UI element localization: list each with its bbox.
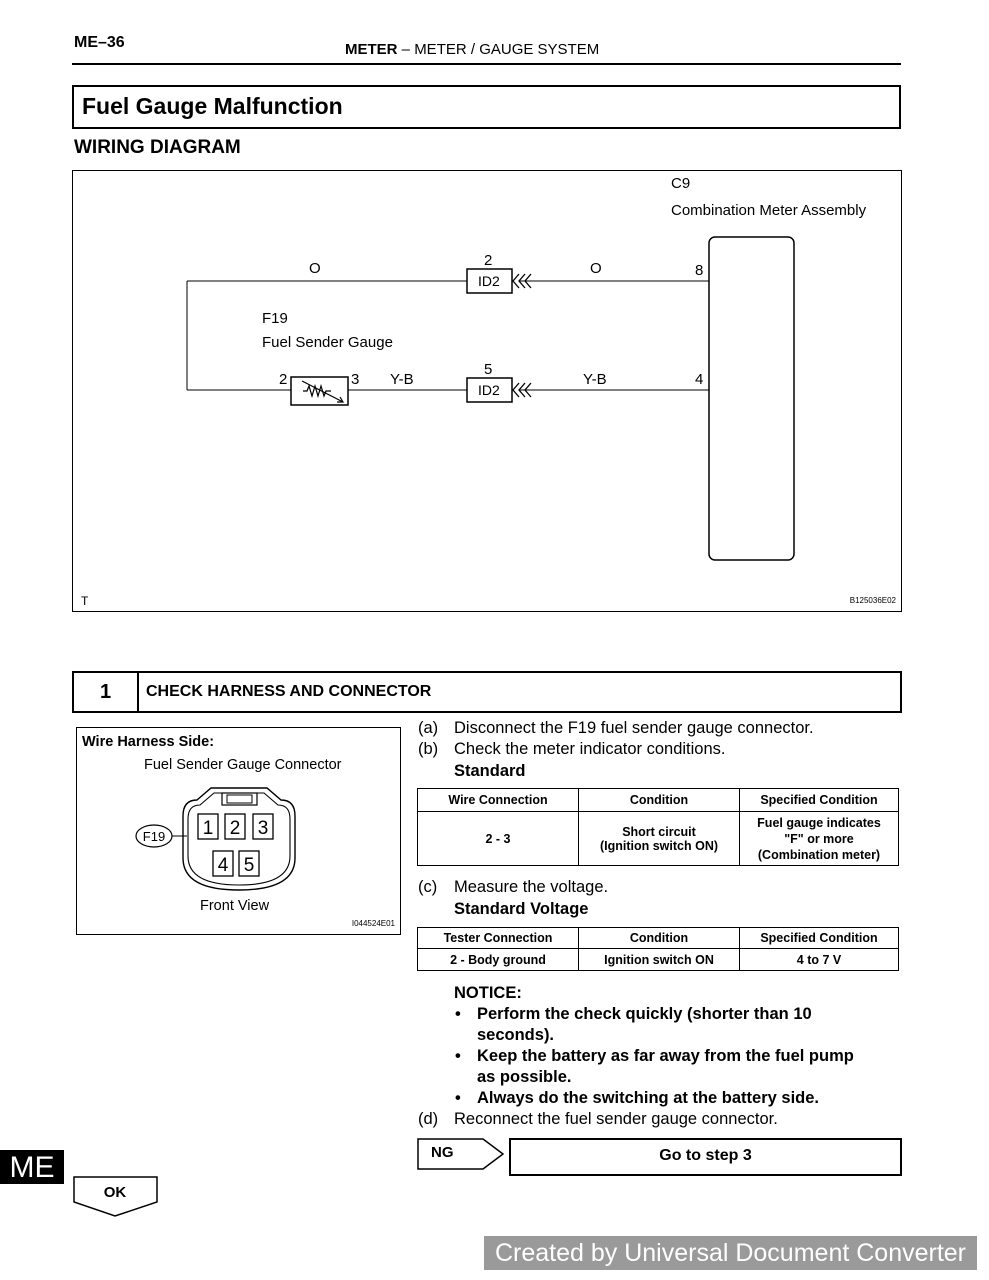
notice-2-line2: as possible.: [477, 1068, 572, 1086]
table1-header-2: Condition: [579, 789, 740, 812]
table1-spec-line3: (Combination meter): [757, 847, 881, 862]
connector-code: F19: [142, 829, 166, 844]
table2-header-3: Specified Condition: [740, 928, 899, 949]
standard-table: [417, 788, 899, 866]
step-number: 1: [74, 673, 139, 711]
notice-1-line1: Perform the check quickly (shorter than 10: [477, 1005, 812, 1023]
meter-pin-upper: 8: [695, 262, 704, 279]
wire-lower-left-color: Y-B: [390, 371, 414, 388]
sender-pin-left: 2: [279, 371, 288, 388]
step-b-marker: (b): [418, 740, 439, 758]
table2-header-2: Condition: [579, 928, 740, 949]
page-number: ME–36: [74, 34, 125, 51]
step-box: [72, 671, 902, 713]
step-b-text: Check the meter indicator conditions.: [454, 740, 726, 758]
pin-1: 1: [202, 818, 214, 839]
pin-2: 2: [229, 818, 241, 839]
connector-figure-code: I044524E01: [351, 919, 395, 928]
step-title: CHECK HARNESS AND CONNECTOR: [146, 683, 432, 700]
combination-meter-box: [709, 237, 794, 560]
meter-pin-lower: 4: [695, 371, 704, 388]
title-box: [72, 85, 901, 129]
header-subsection: METER / GAUGE SYSTEM: [414, 41, 600, 58]
table2-spec: 4 to 7 V: [740, 949, 899, 971]
table1-spec: [740, 812, 899, 866]
sender-pin-right: 3: [351, 371, 360, 388]
meter-name: Combination Meter Assembly: [671, 202, 867, 219]
table2-header-1: Tester Connection: [418, 928, 579, 949]
wire-upper-left-color: O: [309, 260, 321, 277]
notice-1-line2: seconds).: [477, 1026, 555, 1044]
table1-condition: [579, 812, 740, 866]
pin-3: 3: [257, 818, 269, 839]
table2-condition: Ignition switch ON: [579, 949, 740, 971]
notice-2-line1: Keep the battery as far away from the fuel pump: [477, 1047, 854, 1065]
standard-label: Standard: [454, 762, 526, 780]
wiring-diagram: [72, 170, 902, 612]
ok-indicator: [73, 1176, 159, 1218]
wire-harness-side-label: Wire Harness Side:: [82, 734, 215, 750]
table1-condition-line2: (Ignition switch ON): [599, 838, 719, 853]
step-c-marker: (c): [418, 878, 438, 896]
step-a-marker: (a): [418, 719, 439, 737]
header-separator: –: [401, 41, 411, 58]
header-section: METER: [345, 41, 398, 58]
junction-upper-label: ID2: [478, 273, 500, 289]
pin-4: 4: [217, 855, 229, 876]
meter-code: C9: [671, 175, 691, 192]
wire-upper-right-color: O: [590, 260, 602, 277]
notice-bullet-2: •: [455, 1047, 461, 1065]
connector-name: Fuel Sender Gauge Connector: [144, 757, 342, 773]
header-title: [345, 41, 599, 58]
table1-header-1: Wire Connection: [418, 789, 579, 812]
notice-bullet-1: •: [455, 1005, 461, 1023]
table1-header-3: Specified Condition: [740, 789, 899, 812]
step-d-marker: (d): [418, 1110, 439, 1128]
table1-connection: 2 - 3: [418, 812, 579, 866]
watermark: Created by Universal Document Converter: [484, 1236, 977, 1270]
sender-name: Fuel Sender Gauge: [262, 334, 393, 351]
diagram-figure-code: B125036E02: [849, 596, 896, 605]
section-side-tab: ME: [0, 1150, 64, 1184]
junction-upper-pin: 2: [484, 252, 493, 269]
step-a-text: Disconnect the F19 fuel sender gauge connector.: [454, 719, 814, 737]
go-to-step-label: Go to step 3: [659, 1147, 752, 1164]
ng-label: NG: [431, 1144, 454, 1161]
junction-lower-label: ID2: [478, 382, 500, 398]
header-rule: [72, 63, 901, 65]
connector-view-label: Front View: [200, 898, 270, 914]
table1-spec-line1: Fuel gauge indicates: [757, 815, 881, 830]
notice-label: NOTICE:: [454, 984, 522, 1002]
table1-condition-line1: Short circuit: [622, 824, 696, 839]
wiring-heading: WIRING DIAGRAM: [74, 137, 241, 158]
notice-3: Always do the switching at the battery side.: [477, 1089, 819, 1107]
standard-voltage-label: Standard Voltage: [454, 900, 589, 918]
step-c-text: Measure the voltage.: [454, 878, 609, 896]
sender-code: F19: [262, 310, 288, 327]
voltage-table: [417, 927, 899, 971]
notice-bullet-3: •: [455, 1089, 461, 1107]
go-to-step-box[interactable]: [509, 1138, 902, 1176]
pin-5: 5: [243, 855, 255, 876]
diagram-corner-mark: T: [81, 594, 89, 608]
connector-illustration: [76, 727, 401, 935]
page-title: Fuel Gauge Malfunction: [82, 93, 343, 119]
table1-spec-line2: "F" or more: [784, 831, 854, 846]
table2-connection: 2 - Body ground: [418, 949, 579, 971]
junction-lower-pin: 5: [484, 361, 493, 378]
wire-lower-right-color: Y-B: [583, 371, 607, 388]
step-d-text: Reconnect the fuel sender gauge connector.: [454, 1110, 778, 1128]
ok-label: OK: [103, 1184, 127, 1201]
